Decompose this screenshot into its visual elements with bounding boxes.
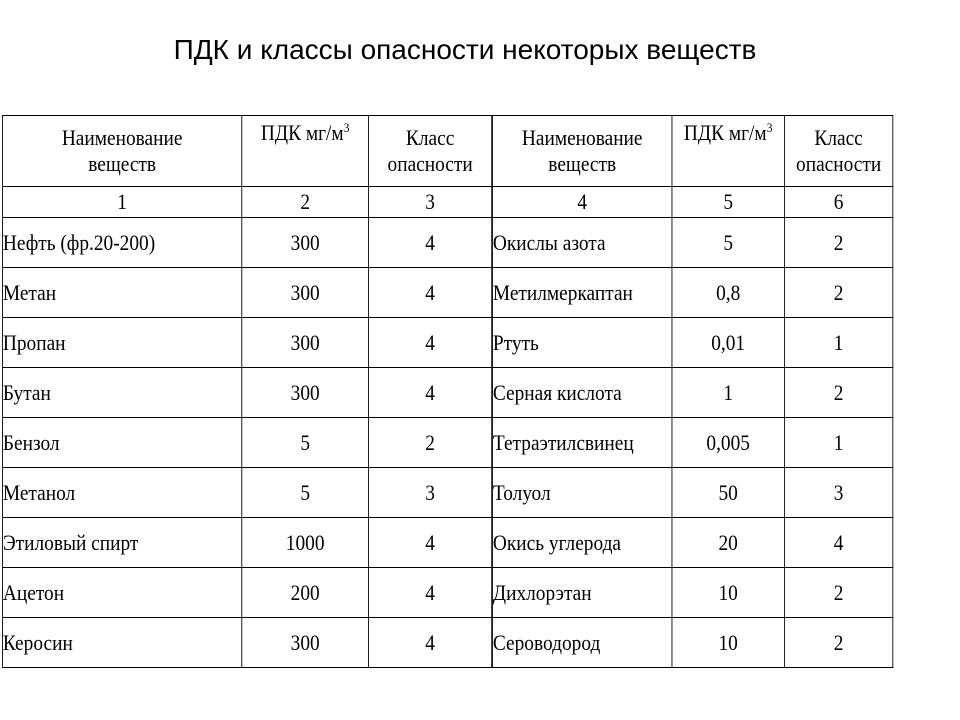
table-row [2,218,491,268]
pdk-value-cell: 10 [672,568,784,618]
substance-name-cell: Сероводород [492,618,672,668]
header-class [369,116,492,187]
pdk-value-cell: 1 [672,368,784,418]
hazard-class-cell: 2 [784,268,892,318]
hazard-class-cell: 4 [369,518,492,568]
column-number: 6 [784,187,892,218]
header-name-line1: Наименование [61,125,183,150]
pdk-value-cell: 0,01 [672,318,784,368]
substance-name-cell: Метан [2,268,241,318]
header-name-line2: веществ [548,151,617,176]
table-row [2,368,491,418]
hazard-class-cell: 4 [369,318,492,368]
hazard-class-cell: 4 [369,368,492,418]
table-row [492,568,892,618]
header-name-line2: веществ [88,151,157,176]
header-class-line1: Класс [814,125,863,150]
table-row [492,218,892,268]
table-row [492,468,892,518]
header-pdk [672,116,784,187]
table-row [2,318,491,368]
hazard-class-cell: 4 [369,568,492,618]
table-row [492,318,892,368]
column-number: 4 [492,187,672,218]
substance-name-cell: Дихлорэтан [492,568,672,618]
substance-name-cell: Ртуть [492,318,672,368]
column-number-row [492,187,892,218]
pdk-value-cell: 5 [242,418,369,468]
header-pdk-label: ПДК мг/м [683,120,767,145]
substance-name-cell: Пропан [2,318,241,368]
header-name [492,116,672,187]
hazard-class-cell: 2 [369,418,492,468]
substance-name-cell: Окись углерода [492,518,672,568]
header-pdk [242,116,369,187]
column-number: 5 [672,187,784,218]
header-class-line2: опасности [796,151,882,176]
header-class-line2: опасности [387,151,473,176]
table-row [492,368,892,418]
header-class [784,116,892,187]
table-row [2,518,491,568]
column-number: 1 [2,187,241,218]
substance-name-cell: Нефть (фр.20-200) [2,218,241,268]
pdk-value-cell: 20 [672,518,784,568]
hazard-class-cell: 1 [784,318,892,368]
pdk-value-cell: 0,005 [672,418,784,468]
hazard-class-cell: 4 [369,218,492,268]
column-number: 2 [242,187,369,218]
hazard-class-cell: 2 [784,368,892,418]
pdk-value-cell: 10 [672,618,784,668]
substance-name-cell: Окислы азота [492,218,672,268]
hazard-class-cell: 3 [369,468,492,518]
substance-name-cell: Ацетон [2,568,241,618]
substance-name-cell: Керосин [2,618,241,668]
substance-name-cell: Тетраэтилсвинец [492,418,672,468]
table-row [492,618,892,668]
substance-name-cell: Метилмеркаптан [492,268,672,318]
table-row [2,268,491,318]
pdk-value-cell: 300 [242,218,369,268]
table-row [492,418,892,468]
slide-title: ПДК и классы опасности некоторых веществ [173,34,757,65]
hazard-class-cell: 3 [784,468,892,518]
substance-name-cell: Толуол [492,468,672,518]
pdk-value-cell: 0,8 [672,268,784,318]
pdk-value-cell: 5 [672,218,784,268]
right-table [492,115,893,668]
left-table [2,115,492,668]
substance-name-cell: Бутан [2,368,241,418]
table-row [492,518,892,568]
tables-container [2,115,948,668]
column-number: 3 [369,187,492,218]
hazard-class-cell: 1 [784,418,892,468]
table-row [2,618,491,668]
header-pdk-sup: 3 [766,120,773,135]
header-pdk-label: ПДК мг/м [260,120,344,145]
hazard-class-cell: 4 [784,518,892,568]
hazard-class-cell: 2 [784,618,892,668]
pdk-value-cell: 200 [242,568,369,618]
pdk-value-cell: 300 [242,368,369,418]
header-class-line1: Класс [405,125,455,150]
column-number-row [2,187,491,218]
hazard-class-cell: 2 [784,218,892,268]
pdk-value-cell: 50 [672,468,784,518]
header-pdk-sup: 3 [343,120,350,135]
table-row [2,568,491,618]
table-row [2,468,491,518]
table-row [492,268,892,318]
substance-name-cell: Этиловый спирт [2,518,241,568]
substance-name-cell: Серная кислота [492,368,672,418]
pdk-value-cell: 300 [242,268,369,318]
header-name-line1: Наименование [521,125,643,150]
pdk-value-cell: 1000 [242,518,369,568]
pdk-value-cell: 5 [242,468,369,518]
hazard-class-cell: 2 [784,568,892,618]
header-row [492,116,892,187]
header-row [2,116,491,187]
substance-name-cell: Бензол [2,418,241,468]
hazard-class-cell: 4 [369,268,492,318]
header-name [2,116,241,187]
hazard-class-cell: 4 [369,618,492,668]
pdk-value-cell: 300 [242,318,369,368]
table-row [2,418,491,468]
substance-name-cell: Метанол [2,468,241,518]
pdk-value-cell: 300 [242,618,369,668]
